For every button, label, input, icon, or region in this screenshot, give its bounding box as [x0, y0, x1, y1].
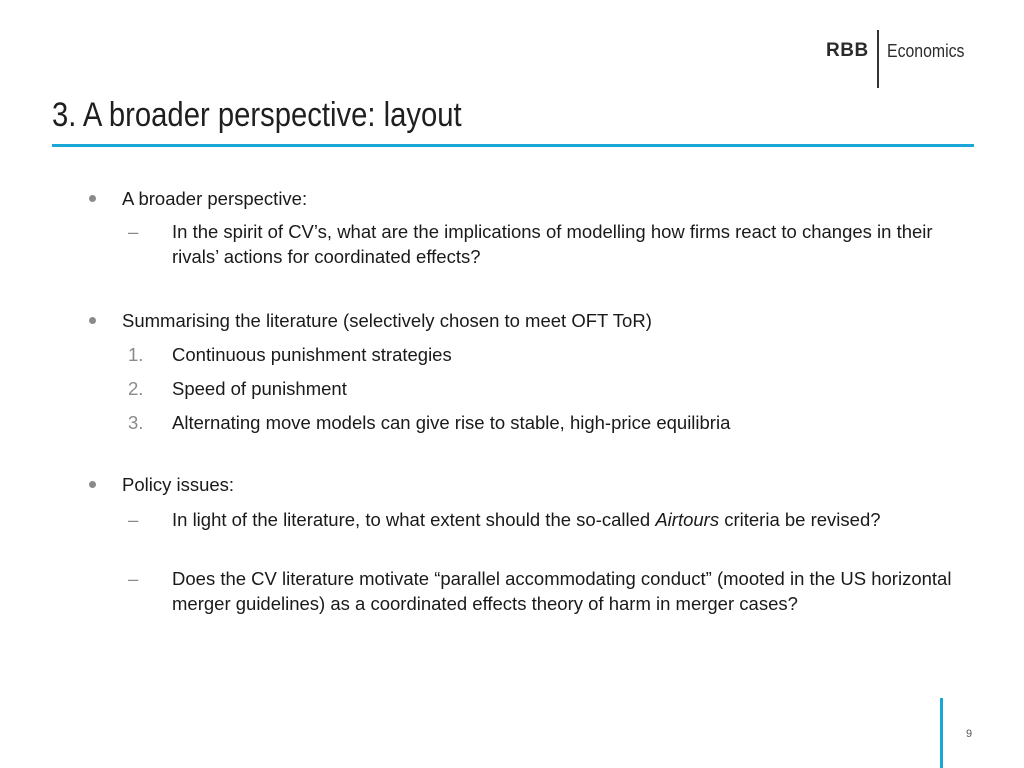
airtours-italic: Airtours: [655, 509, 720, 530]
slide-title: 3. A broader perspective: layout: [52, 96, 462, 134]
rbb-economics-logo: [826, 30, 975, 88]
sub-item-text-part: In light of the literature, to what extent should the so-called: [172, 509, 656, 530]
bullet-icon: [89, 472, 99, 497]
bullet-heading: Policy issues:: [122, 474, 235, 495]
number-marker: 3.: [128, 412, 144, 433]
logo-divider: [877, 30, 879, 88]
bullet-heading: A broader perspective:: [122, 188, 308, 209]
sub-item-text: In the spirit of CV’s, what are the implications of modelling how firms react to changes in their rivals’ actions for coordinated effects?: [172, 221, 933, 267]
numbered-item-text: Alternating move models can give rise to stable, high-price equilibria: [172, 412, 731, 433]
sub-item-text: Does the CV literature motivate “parallel accommodating conduct” (mooted in the US horizontal merger guidelines) as a coordinated effects theory of harm in merger cases?: [172, 568, 952, 614]
dash-marker: –: [128, 568, 139, 589]
logo-economics-text: Economics: [886, 41, 965, 61]
dash-marker: –: [128, 509, 139, 530]
bullet-heading: Summarising the literature (selectively chosen to meet OFT ToR): [122, 310, 652, 331]
bullet-icon: [89, 308, 99, 333]
numbered-item-text: Continuous punishment strategies: [172, 344, 452, 365]
number-marker: 1.: [128, 344, 144, 365]
footer-accent-bar: [940, 698, 943, 768]
logo-rbb-text: RBB: [826, 40, 869, 61]
number-marker: 2.: [128, 378, 144, 399]
dash-marker: –: [128, 221, 139, 242]
sub-item-text-part: criteria be revised?: [719, 509, 881, 530]
numbered-item-text: Speed of punishment: [172, 378, 347, 399]
sub-item-text: [172, 507, 917, 532]
bullet-icon: [89, 186, 99, 211]
page-number: 9: [966, 728, 973, 740]
title-underline: [52, 144, 974, 147]
